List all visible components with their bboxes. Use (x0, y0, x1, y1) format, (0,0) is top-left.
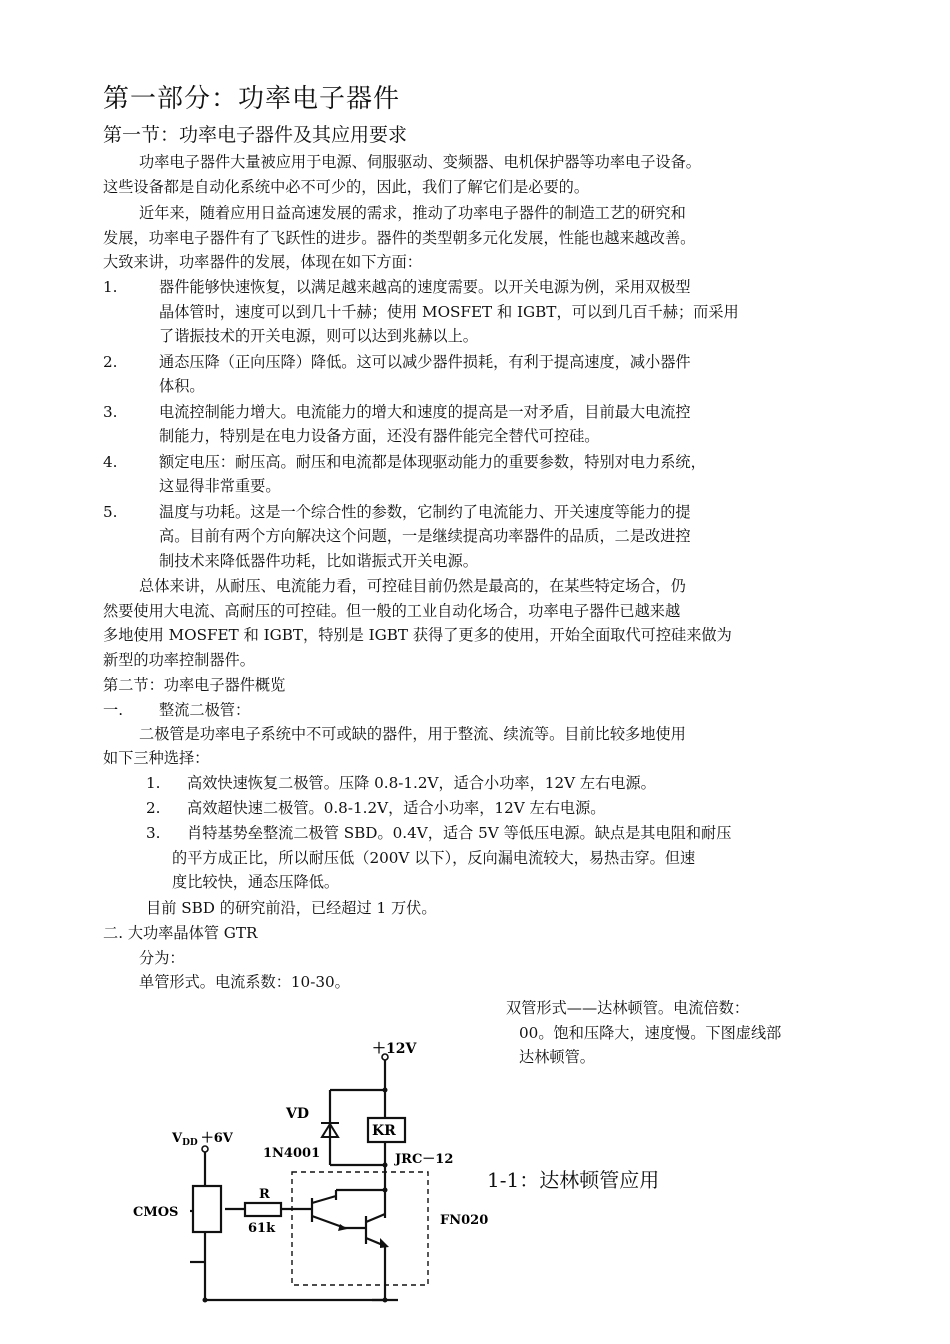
item5-line1: 温度与功耗。这是一个综合性的参数，它制约了电流能力、开关速度等能力的提 (159, 503, 691, 521)
right-text-line1: 双管形式——达林顿管。电流倍数： (506, 999, 749, 1017)
diode3-number: 3. (146, 824, 161, 842)
item5-line3: 制技术来降低器件功耗，比如谐振式开关电源。 (159, 552, 478, 570)
sub2-title: 二. 大功率晶体管 GTR (103, 924, 258, 942)
para3-line1: 总体来讲，从耐压、电流能力看，可控硅目前仍然是最高的，在某些特定场合，仍 (139, 577, 686, 595)
item2-line2: 体积。 (159, 377, 205, 395)
diode-part-label: 1N4001 (263, 1146, 321, 1161)
diode3-line2: 的平方成正比，所以耐压低（200V 以下），反向漏电流较大，易热击穿。但速 (172, 849, 696, 867)
item4-line1: 额定电压：耐压高。耐压和电流都是体现驱动能力的重要参数，特别对电力系统， (159, 453, 706, 471)
sub1-title: 整流二极管： (159, 701, 251, 719)
item3-line2: 制能力，特别是在电力设备方面，还没有器件能完全替代可控硅。 (159, 427, 600, 445)
item3-line1: 电流控制能力增大。电流能力的增大和速度的提高是一对矛盾，目前最大电流控 (159, 403, 691, 421)
sub2-line1: 分为： (139, 949, 185, 967)
sub2-line2: 单管形式。电流系数：10-30。 (139, 973, 350, 991)
item3-number: 3. (103, 403, 118, 421)
diode2-number: 2. (146, 799, 161, 817)
item5-line2: 高。目前有两个方向解决这个问题，一是继续提高功率器件的品质，二是改进控 (159, 527, 691, 545)
item4-number: 4. (103, 453, 118, 471)
resistor-label: R (259, 1187, 270, 1202)
vd-label: VD (286, 1106, 310, 1122)
para2-line1: 近年来，随着应用日益高速发展的需求，推动了功率电子器件的制造工艺的研究和 (139, 204, 686, 222)
diode3-line3: 度比较快，通态压降低。 (172, 873, 340, 891)
sub1-number: 一. (103, 701, 124, 719)
cmos-label: CMOS (133, 1205, 179, 1220)
vcc-label: ＋12V (372, 1041, 417, 1057)
figure-caption: 1-1：达林顿管应用 (487, 1168, 660, 1192)
diode2-line1: 高效超快速二极管。0.8-1.2V，适合小功率，12V 左右电源。 (187, 799, 606, 817)
section2-title: 第二节：功率电子器件概览 (103, 676, 286, 694)
item2-number: 2. (103, 353, 118, 371)
item1-line2: 晶体管时，速度可以到几十千赫；使用 MOSFET 和 IGBT，可以到几百千赫；而采用 (159, 303, 739, 321)
para3-line3: 多地使用 MOSFET 和 IGBT，特别是 IGBT 获得了更多的使用，开始全面取代可控硅来做为 (103, 626, 732, 644)
item1-line1: 器件能够快速恢复，以满足越来越高的速度需要。以开关电源为例，采用双极型 (159, 278, 691, 296)
para1-line2: 这些设备都是自动化系统中必不可少的，因此，我们了解它们是必要的。 (103, 178, 589, 196)
darlington-label: FN020 (440, 1213, 489, 1228)
para3-line2: 然要使用大电流、高耐压的可控硅。但一般的工业自动化场合，功率电子器件已越来越 (103, 602, 681, 620)
relay-label: JRC－12 (395, 1152, 454, 1167)
para2-line3: 大致来讲，功率器件的发展，体现在如下方面： (103, 253, 422, 271)
page-heading: 第一部分：功率电子器件 (103, 84, 401, 114)
sub1-para-line1: 二极管是功率电子系统中不可或缺的器件，用于整流、续流等。目前比较多地使用 (139, 725, 686, 743)
para1-line1: 功率电子器件大量被应用于电源、伺服驱动、变频器、电机保护器等功率电子设备。 (139, 153, 701, 171)
para2-line2: 发展，功率电子器件有了飞跃性的进步。器件的类型朝多元化发展，性能也越来越改善。 (103, 229, 696, 247)
diode1-number: 1. (146, 774, 161, 792)
para3-line4: 新型的功率控制器件。 (103, 651, 255, 669)
kr-label: KR (372, 1123, 396, 1139)
item5-number: 5. (103, 503, 118, 521)
diode3-line1: 肖特基势垒整流二极管 SBD。0.4V，适合 5V 等低压电源。缺点是其电阻和耐压 (187, 824, 732, 842)
sub1-para-line2: 如下三种选择： (103, 749, 210, 767)
sbd-note: 目前 SBD 的研究前沿，已经超过 1 万伏。 (146, 899, 437, 917)
right-text-line2: 00。饱和压降大，速度慢。下图虚线部 (519, 1024, 782, 1042)
right-text-line3: 达林顿管。 (519, 1048, 595, 1066)
item1-line3: 了谐振技术的开关电源，则可以达到兆赫以上。 (159, 327, 478, 345)
item1-number: 1. (103, 278, 118, 296)
item4-line2: 这显得非常重要。 (159, 477, 281, 495)
item2-line1: 通态压降（正向压降）降低。这可以减少器件损耗，有利于提高速度，减小器件 (159, 353, 691, 371)
vdd-label: $V_{DD} +6V$ (172, 1131, 233, 1148)
resistor-value: 61k (248, 1221, 276, 1236)
diode1-line1: 高效快速恢复二极管。压降 0.8-1.2V，适合小功率，12V 左右电源。 (187, 774, 656, 792)
section1-title: 第一节：功率电子器件及其应用要求 (103, 124, 408, 146)
